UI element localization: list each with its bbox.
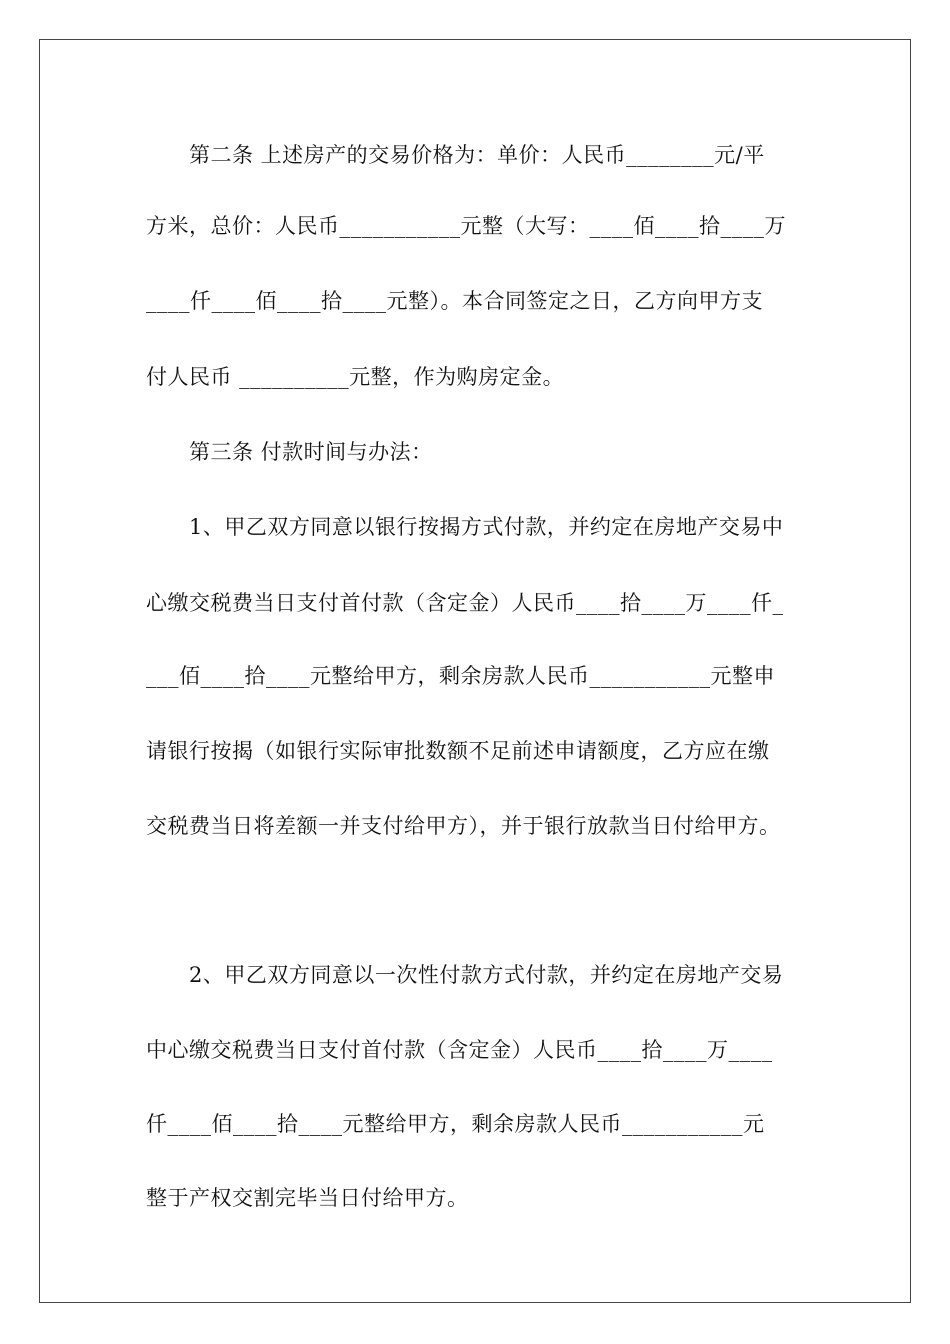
article-2-line-3: ____仟____佰____拾____元整）。本合同签定之日，乙方向甲方支 <box>146 289 763 313</box>
clause-2-line-2: 中心缴交税费当日支付首付款（含定金）人民币____拾____万____ <box>146 1038 773 1062</box>
clause-1-line-3: ___佰____拾____元整给甲方，剩余房款人民币___________元整申 <box>146 664 775 688</box>
clause-2-line-3: 仟____佰____拾____元整给甲方，剩余房款人民币___________元 <box>146 1112 765 1136</box>
article-3-heading: 第三条 付款时间与办法： <box>189 440 433 464</box>
article-2-line-1: 第二条 上述房产的交易价格为：单价：人民币________元/平 <box>189 143 765 167</box>
clause-1-line-4: 请银行按揭（如银行实际审批数额不足前述申请额度，乙方应在缴 <box>146 739 770 763</box>
clause-1-line-2: 心缴交税费当日支付首付款（含定金）人民币____拾____万____仟_ <box>146 591 784 615</box>
clause-2-line-4: 整于产权交割完毕当日付给甲方。 <box>146 1186 469 1210</box>
article-2-line-4: 付人民币 __________元整，作为购房定金。 <box>146 365 565 389</box>
clause-1-line-1: 1、甲乙双方同意以银行按揭方式付款，并约定在房地产交易中 <box>189 515 784 539</box>
clause-1-line-5: 交税费当日将差额一并支付给甲方），并于银行放款当日付给甲方。 <box>146 814 781 838</box>
article-2-line-2: 方米，总价：人民币___________元整（大写：____佰____拾____万 <box>146 214 786 238</box>
clause-2-line-1: 2、甲乙双方同意以一次性付款方式付款，并约定在房地产交易 <box>189 963 784 987</box>
